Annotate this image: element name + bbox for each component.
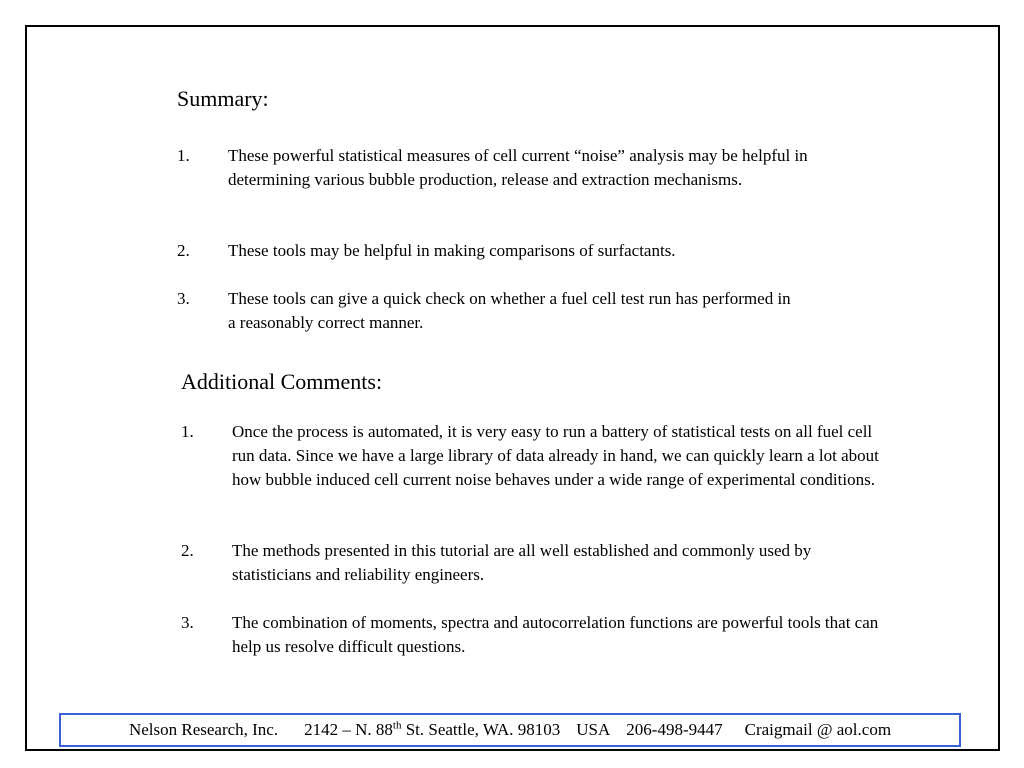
footer-address (304, 720, 560, 740)
footer-email[interactable]: Craigmail @ aol.com (744, 720, 892, 739)
additional-item-1 (181, 420, 911, 516)
additional-item-2-number: 2. (181, 541, 194, 560)
additional-item-3 (181, 611, 911, 659)
additional-item-3-text: The combination of moments, spectra and autocorrelation functions are powerful tools that can help us resolve difficult questions. (232, 613, 879, 656)
footer-address-street: 2142 – N. 88 (304, 720, 393, 739)
footer-country: USA (576, 720, 611, 739)
summary-item-2 (177, 239, 907, 263)
footer-address-ordinal: th (392, 719, 402, 732)
additional-item-1-number: 1. (181, 422, 194, 441)
additional-item-1-text: Once the process is automated, it is very easy to run a battery of statistical tests on all fuel cell run data. Since we have a large library of data already in hand, we can quickly learn a lot about how bubble induced cell current noise behaves under a wide range of experimental conditions. (232, 422, 879, 489)
summary-item-2-text: These tools may be helpful in making comparisons of surfactants. (228, 241, 676, 260)
summary-item-3-text: These tools can give a quick check on whether a fuel cell test run has performed in a reasonably correct manner. (228, 289, 791, 332)
summary-item-1-text: These powerful statistical measures of cell current “noise” analysis may be helpful in determining various bubble production, release and extraction mechanisms. (228, 146, 808, 189)
footer-address-city: St. Seattle, WA. 98103 (401, 720, 561, 739)
footer-company: Nelson Research, Inc. (128, 720, 279, 739)
additional-item-2-text: The methods presented in this tutorial are all well established and commonly used by statisticians and reliability engineers. (232, 541, 812, 584)
summary-item-3-number: 3. (177, 289, 190, 308)
summary-item-1 (177, 144, 907, 216)
footer-phone: 206-498-9447 (626, 720, 723, 739)
summary-item-1-number: 1. (177, 146, 190, 165)
additional-comments-heading: Additional Comments: (181, 369, 383, 394)
summary-item-2-number: 2. (177, 241, 190, 260)
contact-footer (59, 713, 961, 747)
summary-heading: Summary: (177, 86, 269, 111)
additional-item-3-number: 3. (181, 613, 194, 632)
summary-item-3 (177, 287, 907, 335)
additional-item-2 (181, 539, 911, 587)
